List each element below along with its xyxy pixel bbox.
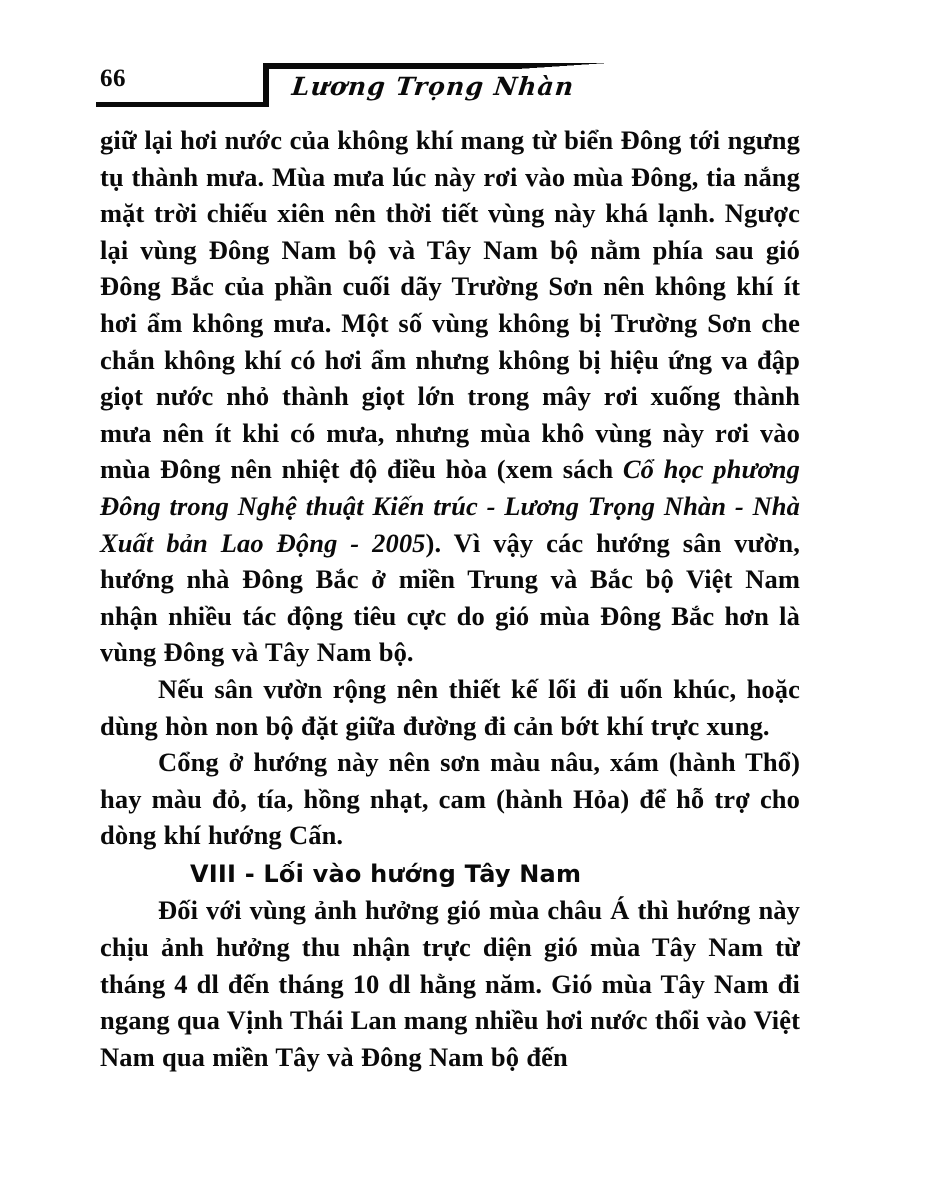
running-head-author: Lương Trọng Nhàn bbox=[290, 72, 576, 101]
page-number: 66 bbox=[100, 65, 126, 92]
citation-close-text: ). Vì vậy các hướng sân vườn, hướng nhà Đông Bắc ở miền Trung và Bắc bộ Việt Nam nhận nhiều tác động tiêu cực do gió mùa Đông Bắc hơn là vùng Đông và Tây Nam bộ. bbox=[100, 527, 800, 668]
header-rule-bottom bbox=[96, 102, 263, 107]
header-rule-top-taper bbox=[518, 63, 608, 69]
header-rule-vertical bbox=[263, 63, 269, 107]
citation-title-italic: Cổ học phương Đông trong Nghệ thuật Kiến trúc - Lương Trọng Nhàn - Nhà Xuất bản Lao Động - 2005 bbox=[100, 454, 800, 558]
paragraph-4: Đối với vùng ảnh hưởng gió mùa châu Á thì hướng này chịu ảnh hưởng thu nhận trực diện gió mùa Tây Nam từ tháng 4 dl đến tháng 10 dl hằng năm. Gió mùa Tây Nam đi ngang qua Vịnh Thái Lan mang nhiều hơi nước thổi vào Việt Nam qua miền Tây và Đông Nam bộ đến bbox=[100, 895, 800, 1072]
citation-open-paren: (xem sách bbox=[496, 454, 623, 485]
section-heading-viii: VIII - Lối vào hướng Tây Nam bbox=[190, 859, 582, 888]
running-head bbox=[100, 58, 810, 110]
paragraph-3: Cổng ở hướng này nên sơn màu nâu, xám (hành Thổ) hay màu đỏ, tía, hồng nhạt, cam (hành Hỏa) để hỗ trợ cho dòng khí hướng Cấn. bbox=[100, 747, 800, 851]
paragraph-1 bbox=[100, 122, 800, 671]
paragraph-2: Nếu sân vườn rộng nên thiết kế lối đi uốn khúc, hoặc dùng hòn non bộ đặt giữa đường đi cản bớt khí trực xung. bbox=[100, 673, 800, 741]
paragraph-1-text: giữ lại hơi nước của không khí mang từ biển Đông tới ngưng tụ thành mưa. Mùa mưa lúc này rơi vào mùa Đông, tia nắng mặt trời chiếu xiên nên thời tiết vùng này khá lạnh. Ngược lại vùng Đông Nam bộ và Tây Nam bộ nằm phía sau gió Đông Bắc của phần cuối dãy Trường Sơn nên không khí ít hơi ẩm không mưa. Một số vùng không bị Trường Sơn che chắn không khí có hơi ẩm nhưng không bị hiệu ứng va đập giọt nước nhỏ thành giọt lớn trong mây rơi xuống thành mưa nên ít khi có mưa, nhưng mùa khô vùng này rơi vào mùa Đông nên nhiệt độ điều hòa bbox=[100, 125, 800, 485]
page-body bbox=[100, 122, 800, 1075]
header-rule-top bbox=[263, 63, 518, 69]
